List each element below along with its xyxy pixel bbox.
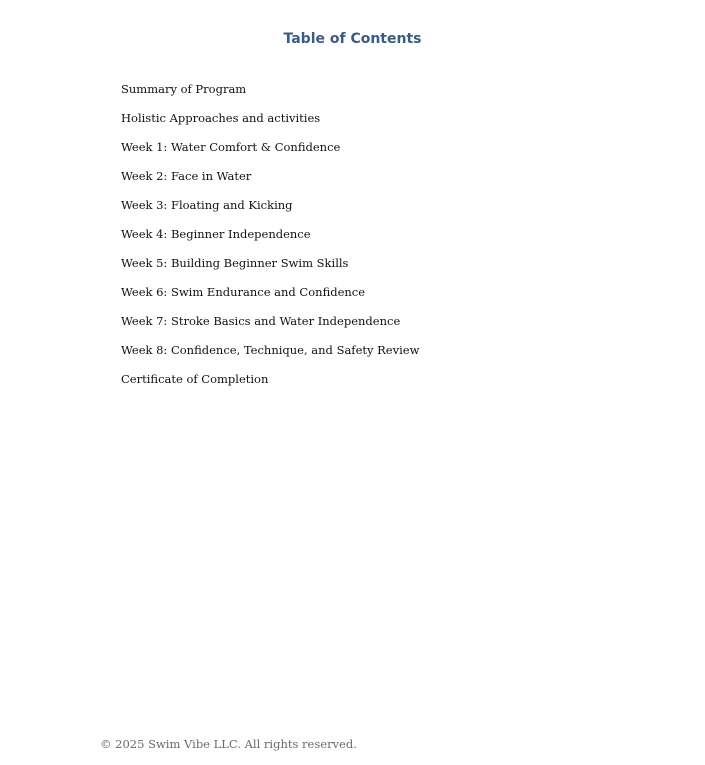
toc-list xyxy=(121,80,419,399)
toc-entry-week-2[interactable]: Week 2: Face in Water xyxy=(121,169,252,183)
toc-entry-week-3[interactable]: Week 3: Floating and Kicking xyxy=(121,198,293,212)
toc-entry-week-4[interactable]: Week 4: Beginner Independence xyxy=(121,227,311,241)
toc-entry-summary-of-program[interactable]: Summary of Program xyxy=(121,82,247,96)
toc-title: Table of Contents xyxy=(283,31,422,47)
toc-entry-week-1[interactable]: Week 1: Water Comfort & Confidence xyxy=(121,140,341,154)
toc-entry-week-8[interactable]: Week 8: Confidence, Technique, and Safety Review xyxy=(121,343,420,357)
copyright-footer: © 2025 Swim Vibe LLC. All rights reserved. xyxy=(100,737,357,751)
toc-entry-week-5[interactable]: Week 5: Building Beginner Swim Skills xyxy=(121,256,349,270)
toc-entry-holistic-approaches[interactable]: Holistic Approaches and activities xyxy=(121,111,321,125)
toc-entry-certificate[interactable]: Certificate of Completion xyxy=(121,372,269,386)
toc-entry-week-7[interactable]: Week 7: Stroke Basics and Water Independence xyxy=(121,314,401,328)
toc-entry-week-6[interactable]: Week 6: Swim Endurance and Confidence xyxy=(121,285,366,299)
